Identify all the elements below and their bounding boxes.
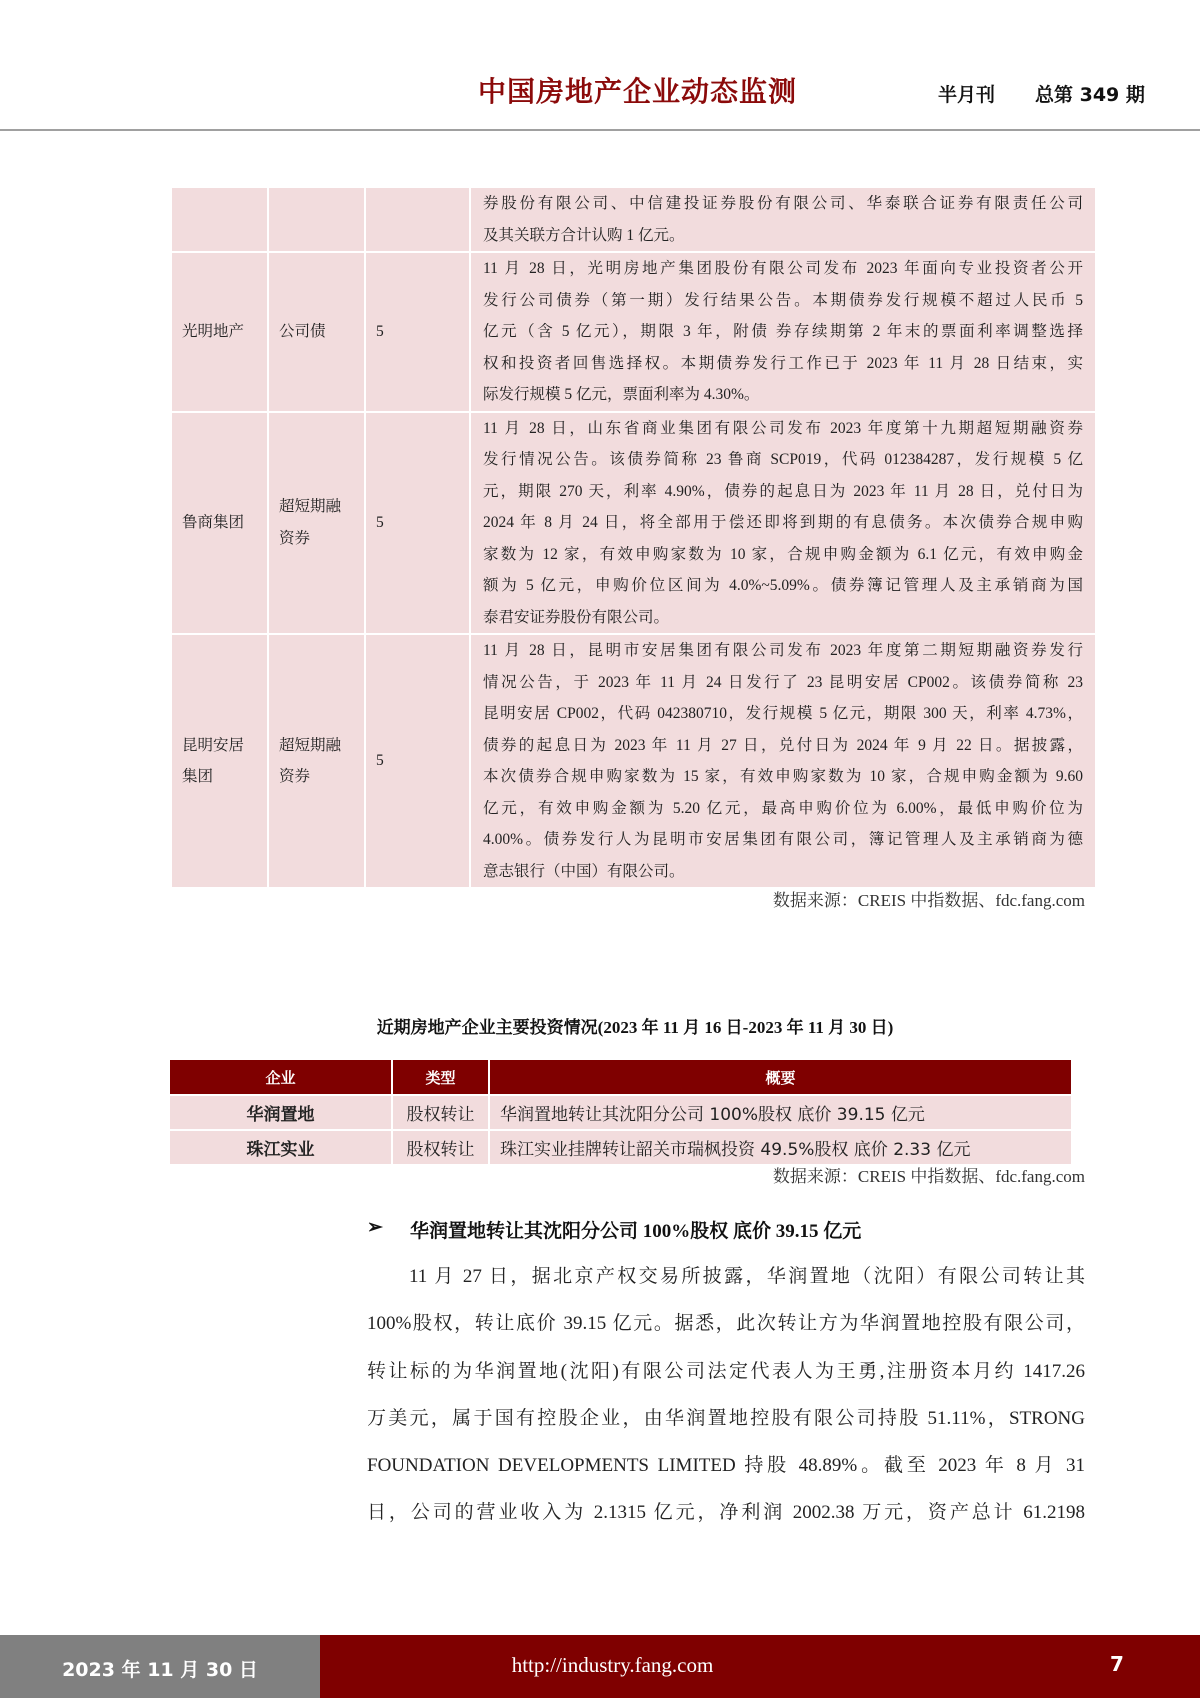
type-cell: 股权转让 (392, 1095, 489, 1130)
bond-type-cell (268, 634, 365, 888)
text-line: 权和投资者回售选择权。本期债券发行工作已于 2023 年 11 月 28 日结束，实 (483, 354, 1083, 372)
data-source-note: 数据来源：CREIS 中指数据、fdc.fang.com (772, 1167, 1085, 1186)
table-row (170, 1095, 1072, 1130)
text-line: 2024 年 8 月 24 日，将全部用于偿还即将到期的有息债务。本次债券合规申购 (483, 514, 1083, 531)
text-line: FOUNDATION DEVELOPMENTS LIMITED 持股 48.89%。截至 2023 年 8 月 31 (367, 1455, 1085, 1477)
data-source-note: 数据来源：CREIS 中指数据、fdc.fang.com (772, 891, 1085, 910)
text-line: 100%股权，转让底价 39.15 亿元。据悉，此次转让方为华润置地控股有限公司， (367, 1313, 1085, 1335)
column-header-company: 企业 (170, 1060, 392, 1095)
column-header-summary: 概要 (489, 1060, 1072, 1095)
text-line: 亿元，有效申购金额为 5.20 亿元，最高申购价位为 6.00%，最低申购价位为 (483, 799, 1083, 817)
amount-cell: 5 (365, 252, 470, 412)
text-line: 资券 (279, 768, 311, 785)
amount-cell: 5 (365, 412, 470, 635)
table-row (171, 187, 1096, 252)
amount-cell: 5 (365, 634, 470, 888)
text-line: 转让标的为华润置地(沈阳)有限公司法定代表人为王勇,注册资本月约 1417.26 (367, 1360, 1085, 1382)
issue-number: 总第 349 期 (1035, 84, 1145, 106)
text-line: 超短期融 (279, 498, 342, 516)
column-header-type: 类型 (392, 1060, 489, 1095)
text-line: 日，公司的营业收入为 2.1315 亿元，净利润 2002.38 万元，资产总计 61.2198 (367, 1502, 1085, 1524)
article-heading: 华润置地转让其沈阳分公司 100%股权 底价 39.15 亿元 (410, 1221, 862, 1242)
text-line: 及其关联方合计认购 1 亿元。 (483, 226, 685, 244)
table-row (171, 634, 1096, 888)
text-line: 家数为 12 家，有效申购家数为 10 家，合规申购金额为 6.1 亿元，有效申购金 (483, 545, 1083, 563)
company-cell: 华润置地 (170, 1095, 392, 1130)
footer-date: 2023 年 11 月 30 日 (62, 1659, 258, 1681)
text-line: 公司债 (279, 323, 326, 340)
bond-type-cell (268, 412, 365, 635)
text-line: 11 月 28 日，山东省商业集团有限公司发布 2023 年度第十九期超短期融资券 (483, 419, 1083, 437)
company-cell (171, 187, 268, 252)
text-line: 超短期融 (279, 736, 342, 754)
text-line: 发行情况公告。该债券简称 23 鲁商 SCP019，代码 012384287，发行规模 5 亿 (483, 451, 1083, 468)
table-row (171, 412, 1096, 635)
text-line: 亿元（含 5 亿元），期限 3 年，附债 券存续期第 2 年末的票面利率调整选择 (483, 323, 1083, 340)
text-line: 发行公司债券（第一期）发行结果公告。本期债券发行规模不超过人民币 5 (483, 291, 1083, 309)
investment-table-title: 近期房地产企业主要投资情况(2023 年 11 月 16 日-2023 年 11 月 30 日) (376, 1018, 894, 1037)
type-cell: 股权转让 (392, 1130, 489, 1164)
footer-url-link[interactable]: http://industry.fang.com (511, 1653, 714, 1677)
amount-cell (365, 187, 470, 252)
text-line: 昆明安居 CP002，代码 042380710，发行规模 5 亿元，期限 300 天，利率 4.73%， (483, 705, 1083, 722)
text-line: 11 月 27 日，据北京产权交易所披露，华润置地（沈阳）有限公司转让其 (409, 1266, 1085, 1287)
text-line: 万美元，属于国有控股企业，由华润置地控股有限公司持股 51.11%，STRONG (367, 1407, 1085, 1429)
text-line: 11 月 28 日，昆明市安居集团有限公司发布 2023 年度第二期短期融资券发行 (483, 642, 1083, 659)
summary-cell: 珠江实业挂牌转让韶关市瑞枫投资 49.5%股权 底价 2.33 亿元 (489, 1130, 1072, 1164)
bond-type-cell (268, 187, 365, 252)
text-line: 债券的起息日为 2023 年 11 月 27 日，兑付日为 2024 年 9 月 22 日。据披露， (483, 736, 1083, 754)
bond-issuance-table (170, 186, 1097, 889)
bond-type-cell (268, 252, 365, 412)
company-cell (171, 252, 268, 412)
publication-frequency: 半月刊 (938, 84, 996, 106)
table-header-row (170, 1060, 1072, 1095)
investment-table (170, 1060, 1073, 1164)
company-cell (171, 412, 268, 635)
text-line: 11 月 28 日，光明房地产集团股份有限公司发布 2023 年面向专业投资者公开 (483, 260, 1083, 277)
text-line: 券股份有限公司、中信建投证券股份有限公司、华泰联合证券有限责任公司 (483, 195, 1083, 212)
publication-title: 中国房地产企业动态监测 (478, 75, 798, 108)
text-line: 际发行规模 5 亿元，票面利率为 4.30%。 (483, 386, 760, 403)
summary-cell: 华润置地转让其沈阳分公司 100%股权 底价 39.15 亿元 (489, 1095, 1072, 1130)
text-line: 额为 5 亿元，申购价位区间为 4.0%~5.09%。债券簿记管理人及主承销商为国 (483, 577, 1083, 594)
description-cell (470, 412, 1096, 635)
description-cell (470, 187, 1096, 252)
text-line: 资券 (279, 529, 311, 547)
header-divider (0, 129, 1200, 131)
company-cell: 珠江实业 (170, 1130, 392, 1164)
description-cell (470, 634, 1096, 888)
text-line: 集团 (182, 768, 214, 785)
text-line: 昆明安居 (182, 736, 245, 754)
text-line: 4.00%。债券发行人为昆明市安居集团有限公司，簿记管理人及主承销商为德 (483, 831, 1083, 848)
text-line: 鲁商集团 (182, 514, 245, 531)
company-cell (171, 634, 268, 888)
text-line: 光明地产 (182, 323, 245, 340)
page-number: 7 (1110, 1652, 1124, 1676)
text-line: 意志银行（中国）有限公司。 (483, 862, 685, 880)
table-row (170, 1130, 1072, 1164)
text-line: 元，期限 270 天，利率 4.90%，债券的起息日为 2023 年 11 月 28 日，兑付日为 (483, 482, 1083, 500)
text-line: 情况公告，于 2023 年 11 月 24 日发行了 23 昆明安居 CP002。该债券简称 23 (483, 673, 1083, 691)
description-cell (470, 252, 1096, 412)
arrow-bullet-icon: ➢ (367, 1217, 383, 1238)
article-paragraph (367, 1253, 1085, 1537)
text-line: 泰君安证券股份有限公司。 (483, 608, 670, 626)
text-line: 本次债券合规申购家数为 15 家，有效申购家数为 10 家，合规申购金额为 9.60 (483, 768, 1083, 785)
table-row (171, 252, 1096, 412)
